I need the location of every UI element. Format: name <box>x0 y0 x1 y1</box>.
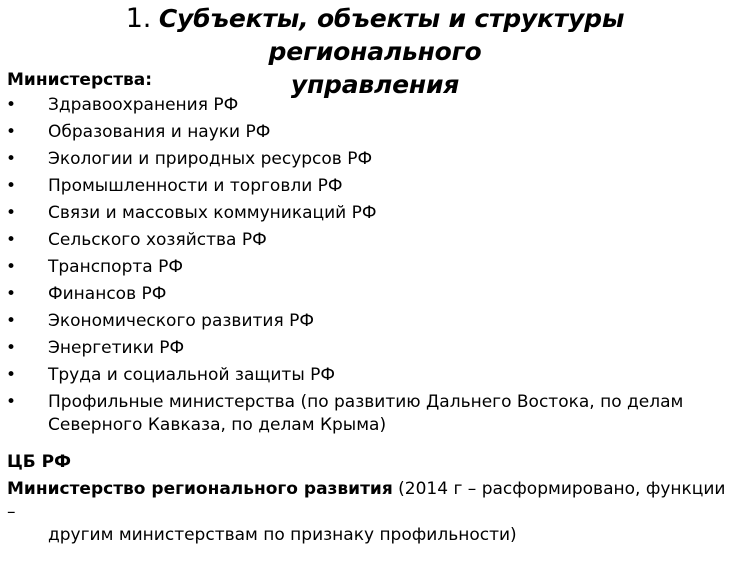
list-item-label: Промышленности и торговли РФ <box>48 176 343 196</box>
bullet: • <box>6 122 17 142</box>
bullet: • <box>6 95 17 115</box>
list-item <box>0 94 688 121</box>
regional-ministry-name: Министерство регионального развития <box>7 479 393 499</box>
regional-ministry-note-line-1: (2014 г – расформировано, функции – <box>7 479 726 522</box>
regional-ministry-note-line-2: другим министерствам по признаку профильности) <box>48 525 517 545</box>
list-item <box>0 337 688 364</box>
ministries-heading: Министерства: <box>7 70 153 90</box>
title-line-1: Субъекты, объекты и структуры регионального <box>158 4 625 66</box>
list-item-profile-ministries <box>0 391 688 437</box>
bullet: • <box>6 284 17 304</box>
bullet: • <box>6 176 17 196</box>
bullet: • <box>6 149 17 169</box>
list-item-label: Сельского хозяйства РФ <box>48 230 267 250</box>
list-item <box>0 256 688 283</box>
list-item-label: Образования и науки РФ <box>48 122 271 142</box>
bullet: • <box>6 257 17 277</box>
list-item-label: Здравоохранения РФ <box>48 95 239 115</box>
cb-heading: ЦБ РФ <box>7 452 71 472</box>
list-item-label: Энергетики РФ <box>48 338 185 358</box>
list-item-label: Связи и массовых коммуникаций РФ <box>48 203 377 223</box>
list-item <box>0 148 688 175</box>
profile-ministries-line-1: Профильные министерства (по развитию Дальнего Востока, по делам <box>48 392 684 412</box>
bullet: • <box>6 365 17 385</box>
list-item-label: Труда и социальной защиты РФ <box>48 365 336 385</box>
bullet: • <box>6 392 17 412</box>
profile-ministries-line-2: Северного Кавказа, по делам Крыма) <box>48 415 387 435</box>
list-item <box>0 202 688 229</box>
list-item-label: Экологии и природных ресурсов РФ <box>48 149 373 169</box>
bullet: • <box>6 203 17 223</box>
bullet: • <box>6 311 17 331</box>
title-line-2: управления <box>290 70 460 99</box>
list-item <box>0 310 688 337</box>
list-item-label: Экономического развития РФ <box>48 311 314 331</box>
ministries-list <box>0 94 688 437</box>
bullet: • <box>6 338 17 358</box>
list-item <box>0 229 688 256</box>
list-item-label: Финансов РФ <box>48 284 167 304</box>
list-item-label: Транспорта РФ <box>48 257 183 277</box>
list-item <box>0 364 688 391</box>
list-item <box>0 283 688 310</box>
bullet: • <box>6 230 17 250</box>
list-item <box>0 121 688 148</box>
title-number: 1. <box>125 3 152 34</box>
list-item <box>0 175 688 202</box>
regional-ministry-note <box>7 478 727 547</box>
